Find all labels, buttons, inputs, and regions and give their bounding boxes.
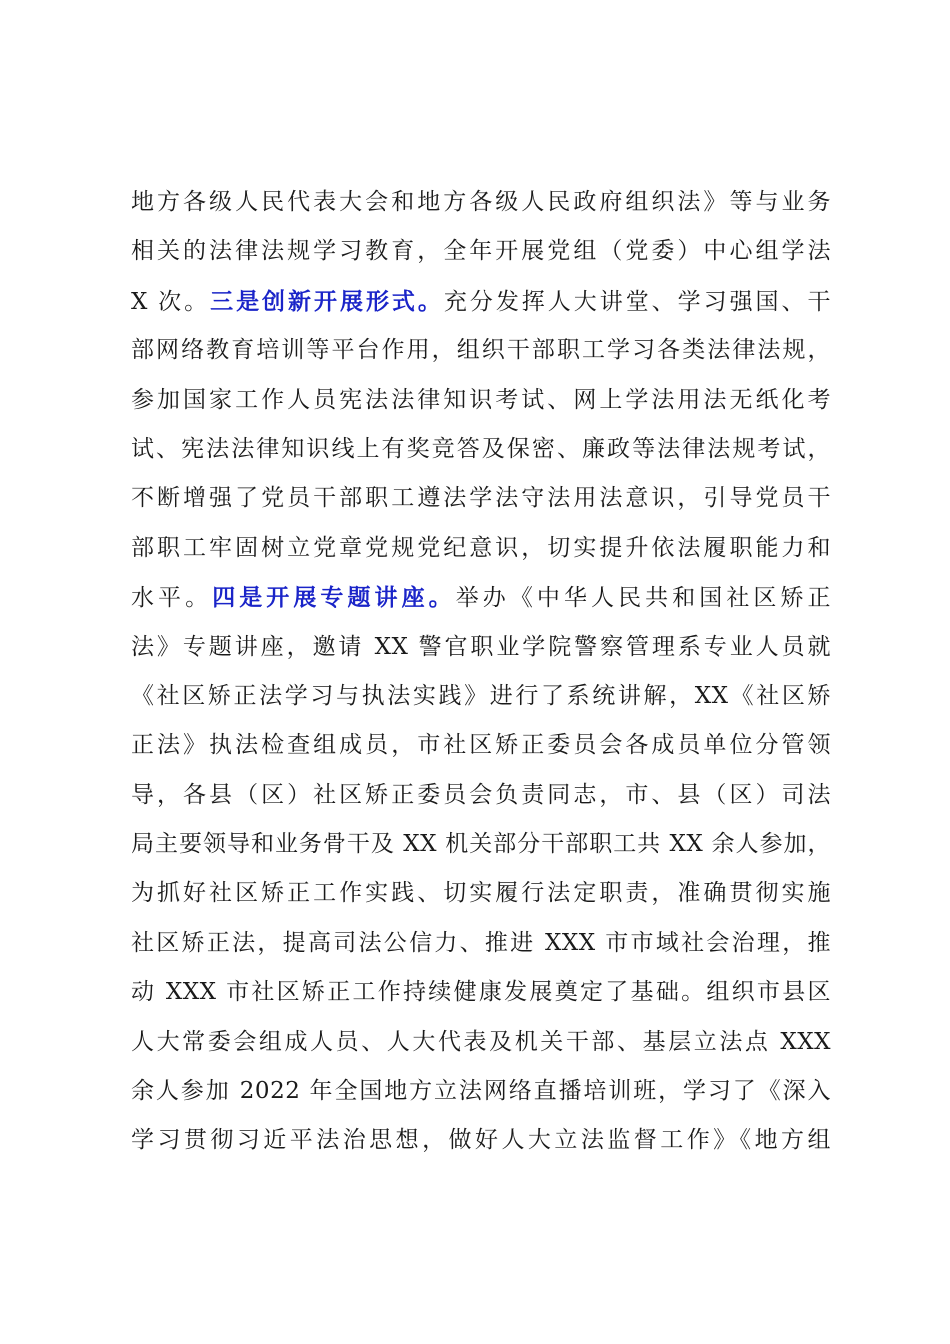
text-line — [131, 968, 831, 1017]
text-line — [131, 425, 831, 474]
highlight-heading: 四是开展专题讲座。 — [212, 584, 456, 612]
text-span: 动 XXX 市社区矫正工作持续健康发展奠定了基础。组织市县区 — [131, 979, 831, 1006]
text-span: 充分发挥人大讲堂、学习强国、干 — [443, 288, 832, 315]
text-span: X 次。 — [131, 288, 211, 315]
text-line — [131, 474, 831, 523]
text-span: 相关的法律法规学习教育，全年开展党组（党委）中心组学法 — [131, 238, 831, 265]
text-span: 余人参加 2022 年全国地方立法网络直播培训班，学习了《深入 — [131, 1078, 831, 1105]
text-line — [131, 524, 831, 573]
text-span: 《社区矫正法学习与执法实践》进行了系统讲解，XX《社区矫 — [131, 682, 831, 709]
text-line — [131, 1116, 831, 1165]
text-line — [131, 573, 831, 622]
text-span: 局主要领导和业务骨干及 XX 机关部分干部职工共 XX 余人参加， — [131, 831, 831, 858]
text-span: 社区矫正法，提高司法公信力、推进 XXX 市市域社会治理，推 — [131, 929, 831, 956]
text-line — [131, 672, 831, 721]
text-span: 正法》执法检查组成员，市社区矫正委员会各成员单位分管领 — [131, 732, 831, 759]
text-span: 部网络教育培训等平台作用，组织干部职工学习各类法律法规， — [131, 337, 831, 364]
text-line — [131, 1018, 831, 1067]
text-span: 地方各级人民代表大会和地方各级人民政府组织法》等与业务 — [131, 189, 831, 215]
text-span: 举办《中华人民共和国社区矫正 — [455, 585, 832, 612]
text-line — [131, 376, 831, 425]
text-line — [131, 771, 831, 820]
text-line — [131, 869, 831, 918]
text-line — [131, 178, 831, 227]
text-span: 为抓好社区矫正工作实践、切实履行法定职责，准确贯彻实施 — [131, 880, 831, 907]
text-line — [131, 919, 831, 968]
text-span: 不断增强了党员干部职工遵法学法守法用法意识，引导党员干 — [131, 485, 831, 512]
highlight-heading: 三是创新开展形式。 — [210, 287, 444, 315]
text-line — [131, 1067, 831, 1116]
text-span: 学习贯彻习近平法治思想，做好人大立法监督工作》《地方组 — [131, 1127, 831, 1154]
text-span: 水平。 — [131, 585, 213, 612]
text-span: 人大常委会组成人员、人大代表及机关干部、基层立法点 XXX — [131, 1028, 831, 1055]
text-line — [131, 326, 831, 375]
text-span: 部职工牢固树立党章党规党纪意识，切实提升依法履职能力和 — [131, 534, 831, 561]
text-line — [131, 721, 831, 770]
text-span: 参加国家工作人员宪法法律知识考试、网上学法用法无纸化考 — [131, 386, 831, 413]
text-span: 试、宪法法律知识线上有奖竞答及保密、廉政等法律法规考试， — [131, 435, 831, 462]
text-span: 导，各县（区）社区矫正委员会负责同志，市、县（区）司法 — [131, 781, 831, 808]
text-line — [131, 277, 831, 326]
text-line — [131, 820, 831, 869]
body-text — [131, 178, 831, 1166]
text-span: 法》专题讲座，邀请 XX 警官职业学院警察管理系专业人员就 — [131, 633, 831, 660]
text-line — [131, 623, 831, 672]
text-line — [131, 227, 831, 276]
